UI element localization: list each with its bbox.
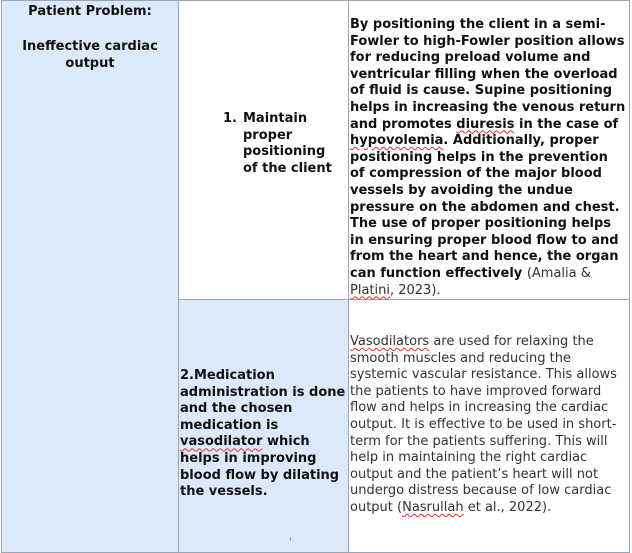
rationale-text [349,1,629,299]
intervention-cell [179,300,349,553]
table-row [2,1,630,300]
text-run: which helps in improving blood flow by dilating the vessels. [180,434,340,500]
text-run: et al., 2022). [463,500,552,516]
spellcheck-flagged-word: vasodilator [180,434,263,450]
spellcheck-flagged-word: diuresis [456,116,515,132]
text-run: By positioning the client in a semi-Fowler to high-Fowler position allows for reducing preload volume and ventricular filling when the overload of fluid is cause. Supine positioning helps in increasing the venous return and promotes [350,17,626,132]
patient-problem-name: Ineffective cardiac output [22,39,158,71]
table-border-fragment [290,537,291,541]
intervention-number: 1. [223,111,237,126]
intervention-text: Maintain proper positioning of the client [243,111,332,176]
intervention-cell [179,1,349,300]
patient-problem-heading: Patient Problem: [28,4,152,19]
spellcheck-flagged-word: hypovolemia [350,133,444,149]
rationale-cell [349,300,630,553]
text-run: are used for relaxing the smooth muscles and reducing the systemic vascular resistance. This allows the patients to have improved forward flow and helps in increasing the cardiac output. It is effective to be used in short-term for the patients suffering. This will help in maintaining the right cardiac output and the patient’s heart will not undergo distress because of low cardiac output ( [350,334,617,516]
spellcheck-flagged-word: Nasrullah [402,500,464,516]
rationale-text [349,300,629,517]
intervention-text [179,300,348,501]
text-run: . Additionally, proper positioning helps in the prevention of compression of the major blood vessels by avoiding the undue pressure on the abdomen and chest. The use of proper positioning helps in ensuring proper blood flow to and from the heart and hence, the organ can function effectively [350,133,620,281]
text-run: 2.Medication administration is done and the chosen medication is [180,368,346,433]
care-plan-table [1,0,630,553]
spellcheck-flagged-word: Platini [350,282,390,298]
spellcheck-flagged-word: Vasodilators [350,334,430,350]
patient-problem-cell [2,1,179,553]
text-run: , 2023). [389,282,441,298]
text-run: in the case of [514,116,619,132]
rationale-cell [349,1,630,300]
text-run: (Amalia & [526,265,591,281]
